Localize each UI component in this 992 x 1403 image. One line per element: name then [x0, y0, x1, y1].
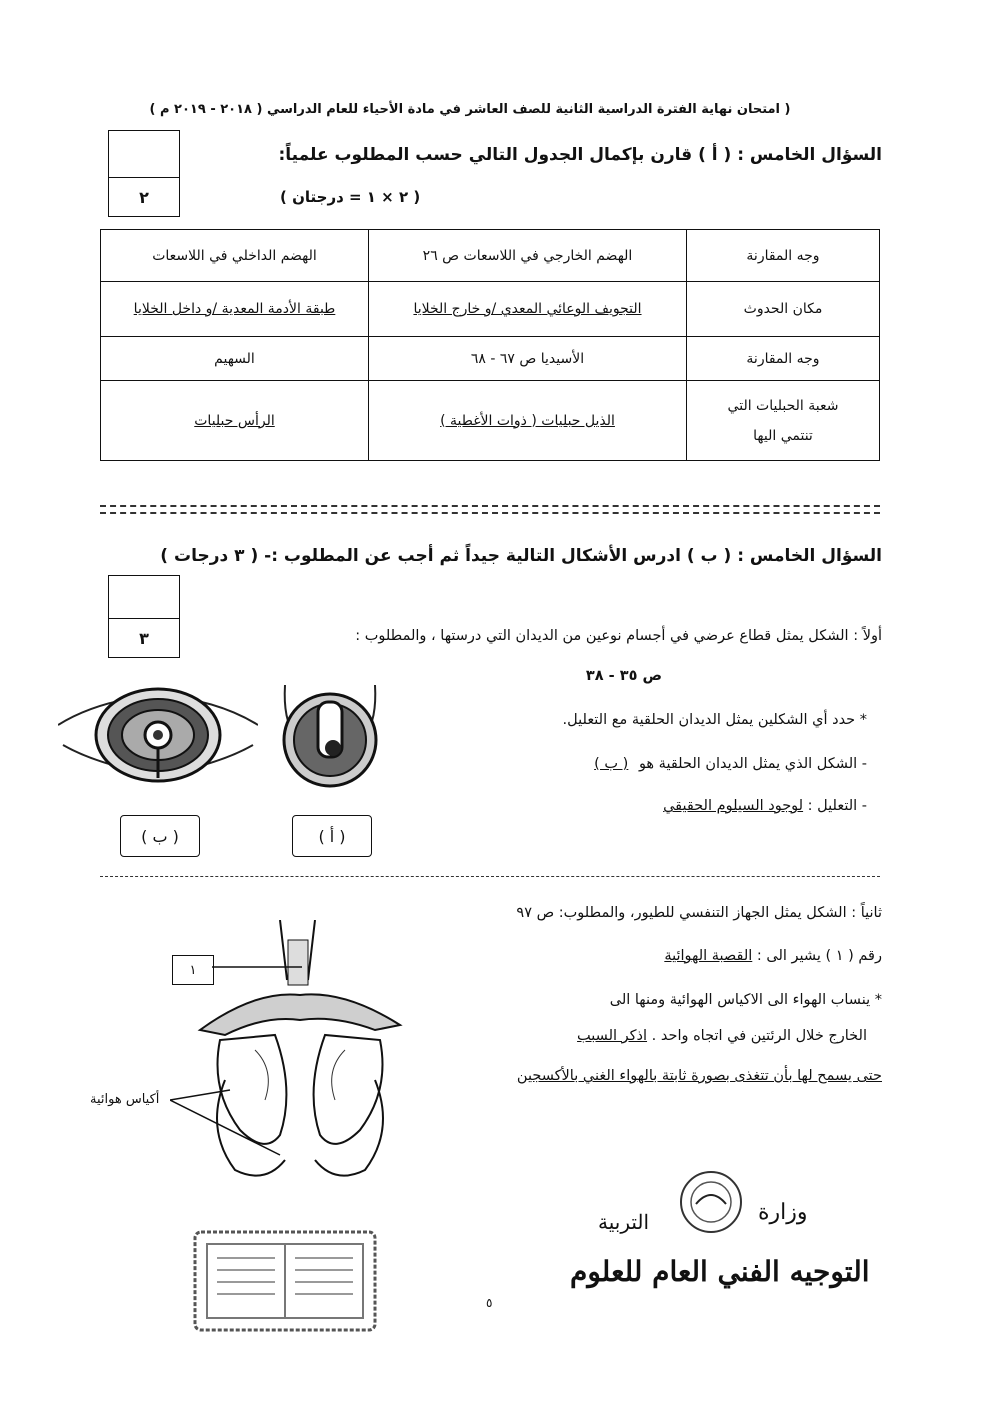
grade-value: ٢ [139, 187, 149, 207]
first-question: * حدد أي الشكلين يمثل الديدان الحلقية مع التعليل. [562, 712, 867, 728]
second-answer: حتى يسمح لها بأن تتغذى بصورة ثابتة بالهواء الغني بالأكسجين [516, 1068, 882, 1084]
cell-line: شعبة الحبليات التي [727, 397, 839, 414]
ministry-word: وزارة [758, 1200, 808, 1225]
second-q2-line2 [577, 1028, 867, 1044]
page-number: ٥ [486, 1296, 493, 1310]
table-row [101, 337, 880, 381]
table-cell: وجه المقارنة [687, 337, 880, 381]
part-b-title: السؤال الخامس : ( ب ) ادرس الأشكال التالية جيداً ثم أجب عن المطلوب :- ( ٣ درجات ) [160, 546, 882, 566]
table-cell: طبقة الأدمة المعدية /و داخل الخلايا [101, 282, 369, 337]
second-intro: ثانياً : الشكل يمثل الجهاز التنفسي للطيور، والمطلوب: ص ٩٧ [516, 905, 882, 921]
section-divider [100, 876, 880, 877]
first-page-ref: ص ٣٥ - ٣٨ [585, 668, 662, 684]
reason-label: - التعليل : [803, 798, 867, 814]
grade-empty-cell [109, 576, 179, 619]
department-stamp [185, 1222, 385, 1340]
reason-value: لوجود السيلوم الحقيقي [663, 798, 804, 814]
label-1-pointer [212, 962, 302, 972]
table-cell: الرأس حبليات [101, 381, 369, 461]
part-a-marks: ( ٢ × ١ = درجتان ) [280, 188, 421, 206]
ministry-emblem [672, 1168, 750, 1236]
label-a-box: ( أ ) [292, 815, 372, 857]
figure-label-1: ١ [172, 955, 214, 985]
part-a-title: السؤال الخامس : ( أ ) قارن بإكمال الجدول التالي حسب المطلوب علمياً: [278, 145, 882, 165]
grade-empty-cell [109, 131, 179, 178]
first-answer [594, 756, 867, 772]
table-cell: الأسيديا ص ٦٧ - ٦٨ [369, 337, 687, 381]
ministry-name: التربية [598, 1210, 650, 1234]
table-cell: مكان الحدوث [687, 282, 880, 337]
table-row [101, 282, 880, 337]
table-cell: التجويف الوعائي المعدي /و خارج الخلايا [369, 282, 687, 337]
q1-value: القصبة الهوائية [664, 948, 753, 964]
second-q2-line1: * ينساب الهواء الى الاكياس الهوائية ومنها الى [609, 992, 882, 1008]
worm-b-figure [58, 680, 258, 790]
table-cell: وجه المقارنة [687, 230, 880, 282]
table-cell: السهيم [101, 337, 369, 381]
answer-label: - الشكل الذي يمثل الديدان الحلقية هو [638, 756, 867, 772]
table-cell [687, 381, 880, 461]
exam-header: ( امتحان نهاية الفترة الدراسية الثانية للصف العاشر في مادة الأحياء للعام الدراسي ( ٢٠١٨ - ٢٠١٩ م ) [149, 102, 791, 117]
department-signature: التوجيه الفني العام للعلوم [570, 1255, 870, 1288]
q2-text: الخارج خلال الرئتين في اتجاه واحد . [647, 1028, 867, 1044]
comparison-table [100, 229, 880, 461]
table-row [101, 381, 880, 461]
grade-box-a [108, 130, 180, 217]
grade-box-b [108, 575, 180, 658]
table-row [101, 230, 880, 282]
second-q1 [664, 948, 882, 964]
air-sacs-label: أكياس هوائية [90, 1092, 160, 1107]
section-divider [100, 505, 880, 507]
first-reason [663, 798, 867, 814]
q1-label: رقم ( ١ ) يشير الى : [752, 948, 882, 964]
section-divider [100, 512, 880, 514]
first-intro: أولاً : الشكل يمثل قطاع عرضي في أجسام نوعين من الديدان التي درستها ، والمطلوب : [355, 628, 882, 644]
table-cell: الهضم الخارجي في اللاسعات ص ٢٦ [369, 230, 687, 282]
worm-a-figure [275, 680, 385, 790]
q2-underlined: اذكر السبب [577, 1028, 648, 1044]
table-cell: الهضم الداخلي في اللاسعات [101, 230, 369, 282]
cell-line: تنتمي اليها [753, 427, 813, 444]
grade-value: ٣ [139, 628, 149, 648]
answer-value: ( ب ) [594, 756, 629, 772]
label-b-box: ( ب ) [120, 815, 200, 857]
table-cell: الذيل حبليات ( ذوات الأغطية ) [369, 381, 687, 461]
air-sacs-arrows [170, 1085, 300, 1165]
